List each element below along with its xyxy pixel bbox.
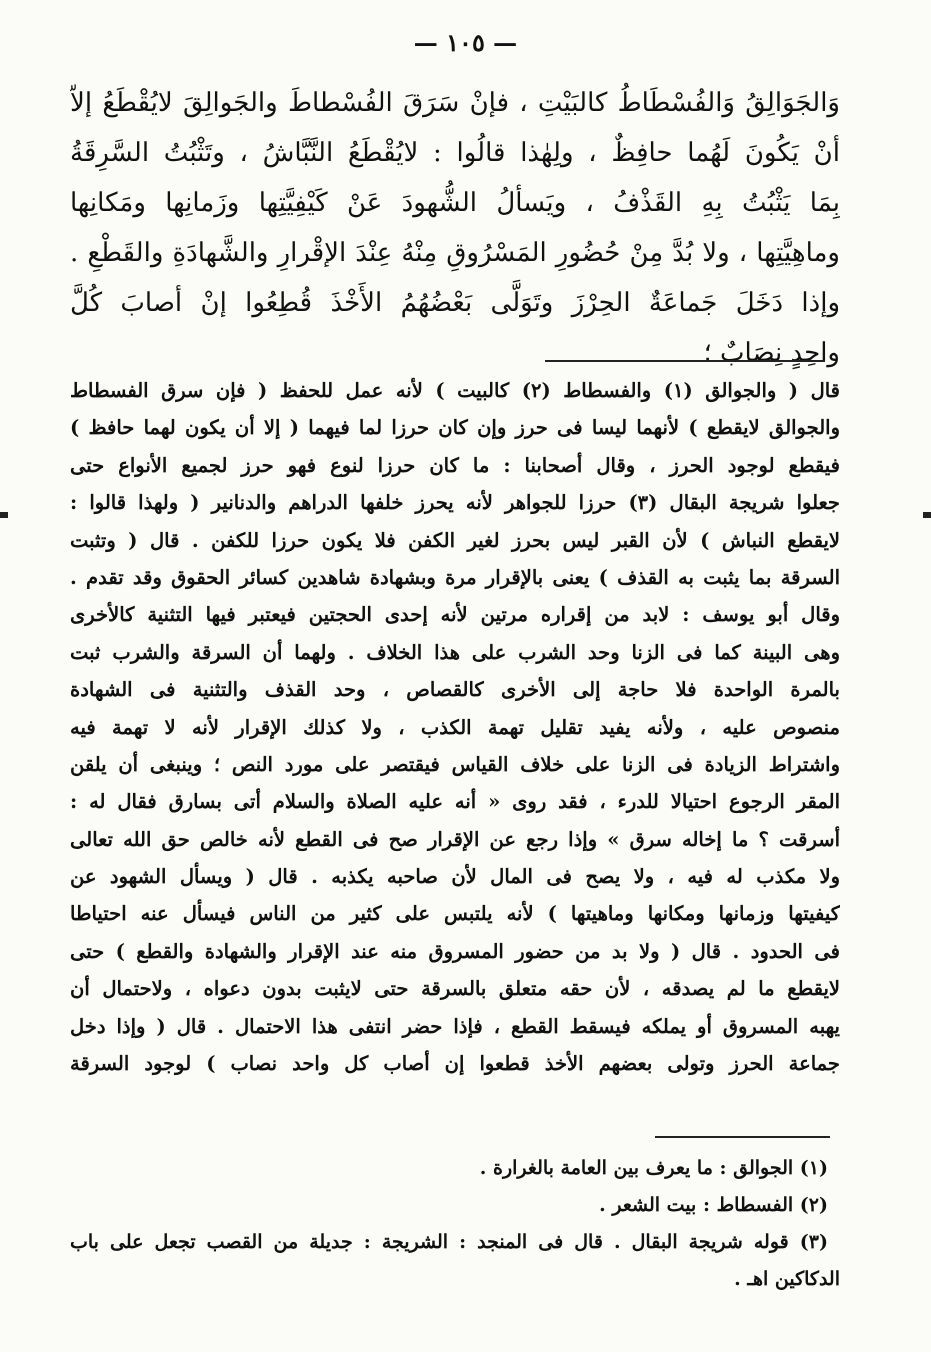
main-text-line: بِمَا يَثْبُتُ بِهِ القَذْفُ ، ويَسألُ الشُّهودَ عَنْ كَيْفِيَّتِها وزَمانِها ومَكانِها [70,188,840,218]
main-text-line: أنْ يَكُونَ لَهُما حافِظٌ ، ولِهٰذا قالُوا : لايُقْطَعُ النَّبَّاشُ ، وتَثْبُتُ السَّرِقَةُ [70,138,840,168]
main-text [70,78,840,378]
binding-mark-left [0,512,8,518]
footnote-divider [655,1136,830,1138]
commentary-line: فى الحدود . قال ( ولا بد من حضور المسروق منه عند الإقرار والشهادة والقطع ) حتى [70,939,840,963]
main-text-line: وَالجَوَالِقُ وَالفُسْطَاطُ كالبَيْتِ ، فإنْ سَرَقَ الفُسْطاطَ والجَوالِقَ لايُقْطَعُ إلاّ [70,88,840,118]
section-divider [545,360,825,362]
commentary-line: منصوص عليه ، ولأنه يفيد تقليل تهمة الكذب ، ولا كذلك الإقرار لأنه لا تهمة فيه [70,715,840,739]
main-text-line: وماهِيَّتِها ، ولا بُدَّ مِنْ حُضُورِ المَسْرُوقِ مِنْهُ عِنْدَ الإقْرارِ والشَّهادَةِ والقَطْعِ . [70,238,840,268]
main-text-line: وإذا دَخَلَ جَماعَةٌ الحِرْزَ وتَوَلَّى بَعْضُهُمُ الأَخْذَ قُطِعُوا إنْ أصابَ كُلَّ [70,288,840,318]
commentary-line: والجوالق لايقطع ) لأنهما ليسا فى حرز وإن كان حرزا لما فيهما ( إلا أن يكون لهما حافظ ) [70,416,840,440]
commentary-line: أسرقت ؟ ما إخاله سرق » وإذا رجع عن الإقرار صح فى القطع لأنه خالص حق الله تعالى [70,827,840,851]
commentary-line: وهى البينة كما فى الزنا وحد الشرب على هذا الخلاف . ولهما أن السرقة والشرب ثبت [70,640,840,664]
main-text-line: واحِدٍ نِصَابٌ ؛ [703,338,840,368]
footnote-3-continuation: الدكاكين اهـ . [734,1268,840,1290]
commentary-line: يهبه المسروق أو يملكه فيسقط القطع ، فإذا حضر انتفى هذا الاحتمال . قال ( وإذا دخل [70,1014,840,1038]
commentary-line: السرقة بما يثبت به القذف ) يعنى بالإقرار مرة وبشهادة شاهدين كسائر الحقوق وقد تقدم . [70,565,840,589]
commentary-line: قال ( والجوالق (١) والفسطاط (٢) كالبيت ) لأنه عمل للحفظ ( فإن سرق الفسطاط [70,379,840,402]
commentary-line: جعلوا شريجة البقال (٣) حرزا للجواهر لأنه يحرز خلفها الدراهم والدنانير ( ولهذا قالوا : [70,491,840,515]
commentary-line: كيفيتها وزمانها ومكانها وماهيتها ) لأنه يلتبس على كثير من الناس فيسأل عنه احتياطا [70,902,840,926]
commentary-line: لايقطع ما لم يصدقه ، لأن حقه متعلق بالسرقة حتى لايثبت بدون دعواه ، ولاحتمال أن [70,977,840,1001]
footnote-2: (٢) الفسطاط : بيت الشعر . [599,1194,828,1216]
commentary-line: المقر الرجوع احتيالا للدرء ، فقد روى « أنه عليه الصلاة والسلام أتى بسارق فقال له : [70,790,840,814]
footnotes [70,1150,840,1298]
footnote-3: (٣) قوله شريجة البقال . قال فى المنجد : الشريجة : جديلة من القصب تجعل على باب [70,1231,828,1253]
commentary-line: ولا مكذب له فيه ، ولا يصح فى المال لأن صاحبه يكذبه . قال ( ويسأل الشهود عن [70,865,840,889]
commentary-line: بالمرة الواحدة فلا حاجة إلى الأخرى كالقصاص ، وحد القذف والتثنية فى الشهادة [70,678,840,702]
commentary-text [70,372,840,1082]
footnote-1: (١) الجوالق : ما يعرف بين العامة بالغرارة . [479,1157,828,1179]
commentary-line: واشتراط الزيادة فى الزنا على خلاف القياس فيقتصر على مورد النص ؛ وينبغى أن يلقن [70,752,840,776]
page-number: — ١٠٥ — [413,28,518,57]
commentary-line: لايقطع النباش ) لأن القبر ليس بحرز لغير الكفن فلا يكون حرزا للكفن . قال ( وتثبت [70,528,840,552]
commentary-line: فيقطع لوجود الحرز ، وقال أصحابنا : ما كان حرزا لنوع فهو حرز لجميع الأنواع حتى [70,453,840,477]
commentary-line: جماعة الحرز وتولى بعضهم الأخذ قطعوا إن أصاب كل واحد نصاب ) لوجود السرقة [70,1052,840,1076]
commentary-line: وقال أبو يوسف : لابد من إقراره مرتين لأنه إحدى الحجتين فيعتبر فيها التثنية كالأخرى [70,603,840,627]
binding-mark-right [923,512,931,518]
